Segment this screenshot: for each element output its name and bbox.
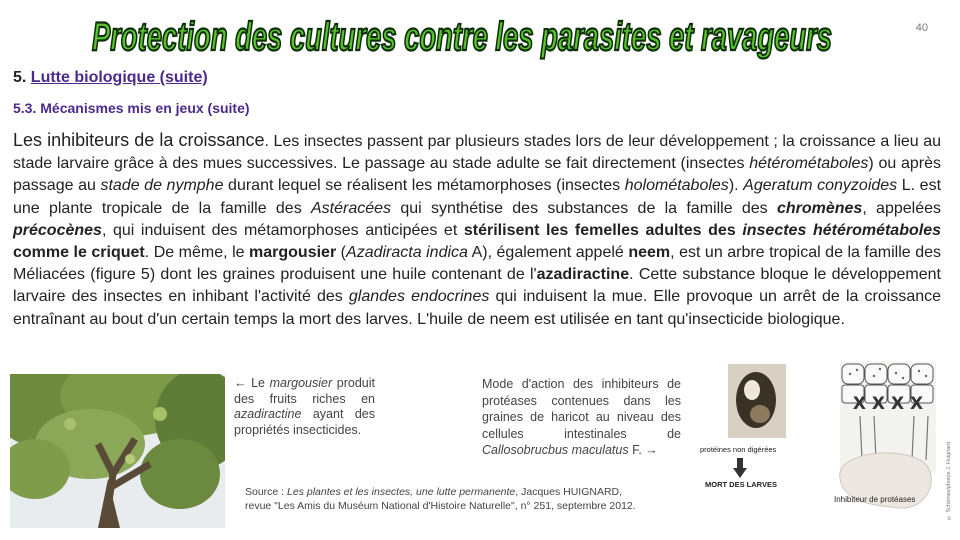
- undigested-proteins-label: protéines non digérées: [700, 445, 777, 454]
- source-citation: Source : Les plantes et les insectes, une lutte permanente, Jacques HUIGNARD, revue "Les Amis du Muséum National d'Histoire Naturelle", n° 251, septembre 2012.: [245, 486, 636, 512]
- inhibition-marks: X X X X: [852, 394, 924, 414]
- inhibitor-label: Inhibiteur de protéases: [834, 495, 916, 504]
- larvae-death-label: MORT DES LARVES: [705, 480, 777, 489]
- body-paragraph: Les inhibiteurs de la croissance. Les insectes passent par plusieurs stades lors de leur développement ; la croissance a lieu au stade larvaire grâce à des mues successives. Le passage au stade adulte se fait directement (insectes hétérométaboles) ou après passage au stade de nymphe durant lequel se réalisent les métamorphoses (insectes holométaboles). Ageratum conyzoides L. est une plante tropicale de la famille des Astéracées qui synthétise des substances de la famille des chromènes, appelées précocènes, qui induisent des métamorphoses anticipées et stérilisent les femelles adultes des insectes hétérométaboles comme le criquet. De même, le margousier (Azadiracta indica A), également appelé neem, est un arbre tropical de la famille des Méliacées (figure 5) dont les graines produisent une huile contenant de l'azadiractine. Cette substance bloque le développement larvaire des insectes en inhibant l'activité des glandes endocrines qui induisent la mue. Elle provoque un arrêt de la croissance entraînant au bout d'un certain temps la mort des larves. L'huile de neem est utilisée en tant qu'insecticide biologique.: [13, 130, 942, 328]
- caption-margousier: ← Le margousier produit des fruits riches en azadiractine ayant des propriétés insecticides.: [234, 376, 375, 437]
- section-number: 5.: [13, 69, 27, 86]
- section-heading: [13, 69, 208, 87]
- subsection-heading: 5.3. Mécanismes mis en jeux (suite): [13, 100, 250, 116]
- page-number: 40: [915, 22, 928, 34]
- slide-title-text: Protection des cultures contre les parasites et ravageurs: [92, 15, 832, 59]
- caption-protease-inhibitors: Mode d'action des inhibiteurs de protéases contenues dans les graines de haricot au niveau des cellules intestinales de Callosobrucbus maculatus F. →: [482, 377, 681, 457]
- protease-inhibitor-figure: [690, 360, 942, 518]
- section-label: Lutte biologique (suite): [30, 69, 208, 86]
- neem-tree-photo: [10, 374, 225, 528]
- copyright-note: © Schémas/photos J. Huignard: [946, 441, 952, 520]
- slide-title: [82, 6, 842, 64]
- beetle-photo: [728, 364, 786, 438]
- lead-phrase: Les inhibiteurs de la croissance: [13, 130, 265, 150]
